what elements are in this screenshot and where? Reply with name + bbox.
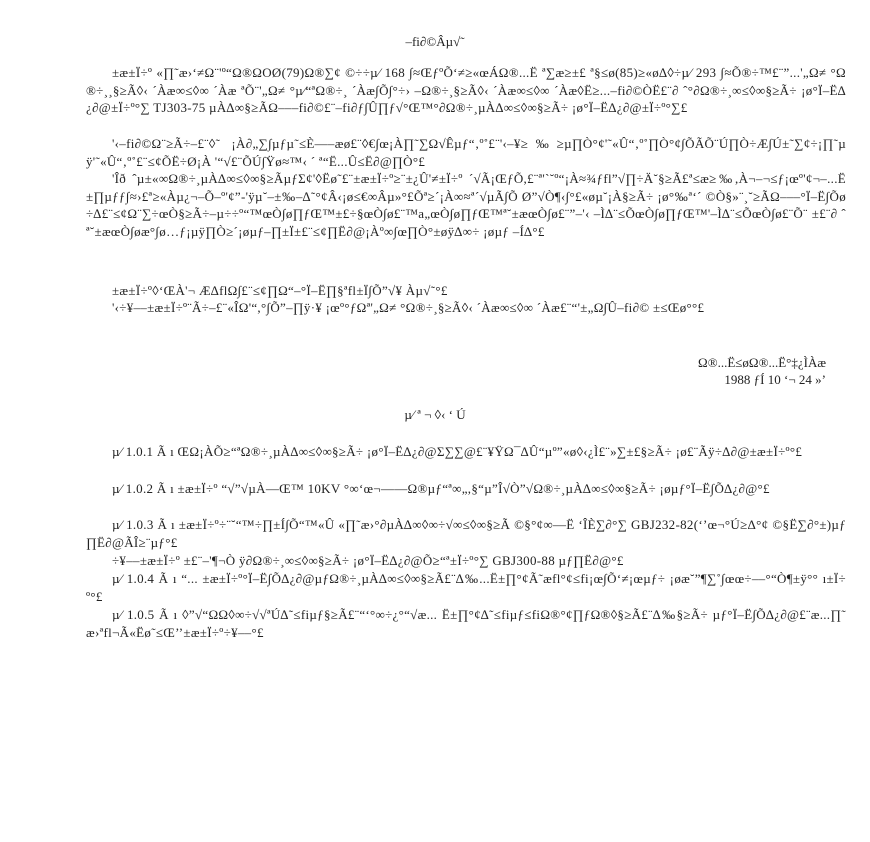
section-title: µ⁄ ª ¬ ◊‹ ‘ Ú [404, 407, 466, 422]
intro-paragraph-2: '‹–fi∂©Ω¨≥Ã÷–£¨◊˜ ¡À∂„∑∫µƒµ˜≤È—–æø£¨◊€∫œ¡À∏˜∑Ω√Êµƒ“‚º˚£¨'‹–¥≥‰≥µ∏Ò°¢'˜«Û“‚º˚∏Ò°¢∫ÕÃÕ¨Ú∏Ò÷Æ∫Ú±˜∑¢÷¡∏˜µÿ'˜«Û“‚º˚£¨≤¢ÕË÷Ø¡À '“√£¨ÕÚ∫Ÿø≈™‹ ´ ª“Ë...Û≤Ë∂@∏Ò°£ [86, 136, 846, 169]
signature-date: 1988 ƒÍ 10 ‘¬ 24 »’ [724, 372, 826, 387]
intro-paragraph-1: ±æ±Ï÷º «∏˜æ›‘≠Ω¨'º“Ω®ΩOØ(79)Ω®∑¢ ©÷÷µ⁄ 168 ∫≈ŒƒºÕ‘≠≥«œÁΩ®...Ë ª∑æ≥±£ ª§≤ø(85)≥«ø∆◊÷µ⁄ 293 ∫≈Õ®÷™£¨”...'„Ω≠ °Ω®÷¸¸§≥Ã◊‹ ´Àæ∞≤◊∞ ´Àæ ªÕ¨'„Ω≠ °µ⁄“ªΩ®÷¸ ´Àæ∫Õ∫°÷› –Ω®÷¸§≥Ã◊‹ ´Àæ∞≤◊∞ ´Àæ◊Ë≥...–fi∂©ÒË£¨∂ ˆ°∂Ω®÷¸∞≤◊∞§≥Ã÷ ¡ø°Ï–Ë∆¿∂@±Ï÷º°∑ TJ303-75 µÀ∆∞§≥ÃΩ–––fi∂©£¨–fi∂ƒ∫Û∏ƒ√°Œ™°∂Ω®÷¸µÀ∆∞≤◊∞§≥Ã÷ ¡ø°Ï–Ë∆¿∂@±Ï÷º°∑£ [86, 65, 846, 115]
clause-1-0-4: µ⁄ 1.0.4 Ã ı “... ±æ±Ï÷º°Ï–Ë∫Õ∆¿∂@µƒΩ®÷¸µÀ∆∞≤◊∞§≥Ã£¨∆‰...Ë±∏°¢Ã˜æfl°¢≤fi¡œ∫Õ‘≠¡œµƒ÷ ¡øæ˘”¶∑˚∫œœ÷––°“Ò¶±ÿ°° ı±Ï÷º°£ [86, 571, 846, 604]
intro-paragraph-5: '‹÷¥––±æ±Ï÷º¨Ã÷–£¨«ÎΩ'“,°∫Õ”–∏ÿ·¥ ¡œº°ƒΩª'„Ω≠ °Ω®÷¸§≥Ã◊‹ ´Àæ∞≤◊∞ ´Àæ£¨“'±„Ω∫Û–fi∂© ±≤Œø°°£ [112, 300, 705, 315]
signature-org: Ω®...Ë≤øΩ®...Ë°‡¿ÌÀæ [698, 355, 826, 370]
intro-paragraph-4: ±æ±Ï÷º◊‘ŒÀ'¬ Æ∆flΩ∫£¨≤¢∏Ω“–°Ï–Ë∏§ªfl±Ï∫Õ”√¥ Àµ√˜°£ [112, 283, 448, 298]
clause-1-0-3: µ⁄ 1.0.3 Ã ı ±æ±Ï÷º÷¨˘“™÷∏±Í∫Õ“™«Û «∏˜æ›°∂µÀ∆∞◊∞÷√∞≤◊∞§≥Ã ©§°¢∞—Ë ‘ÎÈ∑∂°∑ GBJ232-82(‘’œ¬°Ú≥Δ°¢ ©§Ë∑∂°±)µƒ∏Ë∂@ÃÎ≥¨µƒ°£ [86, 517, 846, 550]
intro-paragraph-3: 'Îð ˆµ±«∞Ω®÷¸µÀ∆∞≤◊∞§≥ÃµƒΣ¢'◊Ëø˜£¨±æ±Ï÷º≥¨±¿Û'≠±Ï÷º ´√Ã¡ŒƒÕ,£¨ª'`˘º“¡À≈¾ƒfl”√∏÷Ä˘§≥Ã£ª≤æ≥‰,À¬–¬≤ƒ¡œº'¢¬–...Ë±∏µƒƒ∫≈›£ª≥«Àµ¿¬–Õ–º'¢”-'ÿµ˘–±‰–∆˜°¢Â‹¡ø≤€∞Âµ»°£Õª≥´¡À∞≈ª´√µÃ∫Õ Ø”√Ò¶‹∫°£«øµ˘¡À§≥Ã÷ ¡ø°‰ª‘´ ©Ò§»¨¸˘≥ÃΩ–––°Ï–Ë∫Õø÷∆£¨≤¢Ω¨∑÷œÒ§≥Ã÷–µ÷÷º“™œÒ∫ø∏ƒŒ™±£÷§œÒ∫ø£¨™a„œÒ∫ø∏ƒŒ™ª˘±æœÒ∫ø£¨”–'‹ –Ì∆¨≤ÕœÒ∫ø∏ƒŒ™'–Ì∆¨≤ÕœÒ∫ø£¨Õ¨ ±£¨∂ ˆª˘±æœÒ∫øæ°∫ø…ƒ¡µÿ∏Ò≥´¡øµƒ–∏±Ï±£¨≤¢∏Ë∂@¡Àº∞∫œ∏Ò°±øÿ∆∞÷ ¡øµƒ –Í∆°£ [86, 171, 846, 239]
clause-1-0-3-note: ÷¥––±æ±Ï÷º ±£¨–'¶¬Ò ÿ∂Ω®÷¸∞≤◊∞§≥Ã÷ ¡ø°Ï–Ë∆¿∂@Õ≥“ª±Ï÷º°∑ GBJ300-88 µƒ∏Ë∂@°£ [112, 553, 624, 568]
document-title: –fi∂©Âµ√˜ [405, 34, 465, 49]
clause-1-0-1: µ⁄ 1.0.1 Ã ı ŒΩ¡ÀÕ≥“ªΩ®÷¸µÀ∆∞≤◊∞§≥Ã÷ ¡ø°Ï–Ë∆¿∂@Σ∑∑@£¨¥ŸΩ¯∆Û“µº”«ø◊‹¿Ì£¨»∑±£§≥Ã÷ ¡ø£¨Ãÿ÷∆∂@±æ±Ï÷º°£ [112, 444, 803, 459]
signature-block [698, 354, 826, 388]
clause-1-0-5: µ⁄ 1.0.5 Ã ı ◊”√“ΩΩ◊∞÷√√ªÚ∆˜≤fiµƒ§≥Ã£¨“‘°∞÷¿°“√æ... Ë±∏°¢∆˜≤fiµƒ≤fiΩ®°¢∏ƒΩ®◊§≥Ã£¨∆‰§≥Ã÷ µƒ°Ï–Ë∫Õ∆¿∂@£¨æ...∏˜æ›ªfl¬Ã«Ëø˜≤Œ’’±æ±Ï÷º÷¥––°£ [86, 607, 846, 640]
clause-1-0-2: µ⁄ 1.0.2 Ã ı ±æ±Ï÷º “√”√µÀ—Œ™ 10KV °∞‘œ¬——Ω®µƒ“ª∞„,§“µ”Î√Ò”√Ω®÷¸µÀ∆∞≤◊∞§≥Ã÷ ¡øµƒ°Ï–Ë∫Õ∆¿∂@°£ [112, 481, 770, 496]
